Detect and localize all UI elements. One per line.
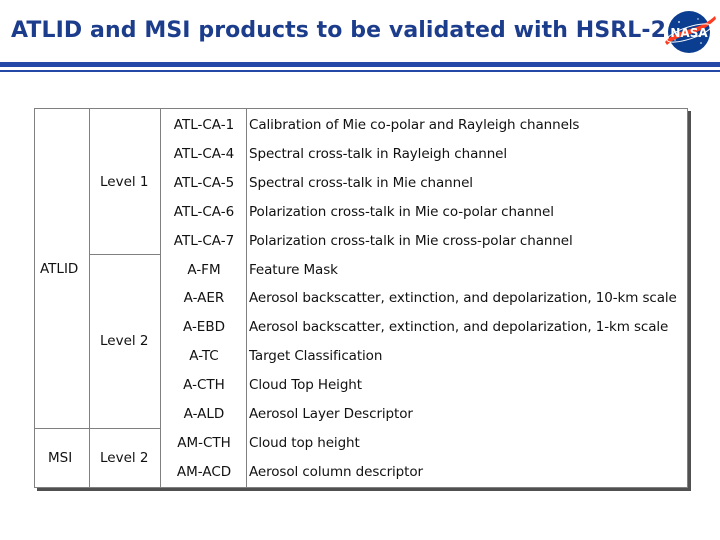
product-description: Polarization cross-talk in Mie co-polar channel — [249, 204, 554, 220]
product-code: AM-CTH — [177, 435, 231, 451]
instrument-label: ATLID — [40, 261, 79, 277]
product-code: ATL-CA-6 — [173, 204, 235, 220]
title-rule-thick — [0, 62, 720, 67]
product-code: AM-ACD — [176, 464, 232, 480]
level-label: Level 2 — [100, 333, 149, 349]
svg-text:NASA: NASA — [670, 26, 708, 40]
title-rule-thin — [0, 70, 720, 72]
product-description: Spectral cross-talk in Mie channel — [249, 175, 473, 191]
product-description: Aerosol column descriptor — [249, 464, 423, 480]
product-description: Spectral cross-talk in Rayleigh channel — [249, 146, 508, 162]
product-description: Feature Mask — [249, 262, 338, 278]
product-code: A-CTH — [183, 377, 225, 393]
product-description: Aerosol backscatter, extinction, and depolarization, 10-km scale — [249, 290, 677, 306]
product-code: ATL-CA-1 — [173, 117, 235, 133]
product-description: Polarization cross-talk in Mie cross-polar channel — [249, 233, 573, 249]
grid-line — [89, 254, 161, 255]
product-description: Cloud top height — [249, 435, 360, 451]
product-description: Aerosol Layer Descriptor — [249, 406, 413, 422]
product-code: A-TC — [189, 348, 219, 364]
product-code: ATL-CA-5 — [173, 175, 235, 191]
product-code: A-FM — [187, 262, 221, 278]
slide-title: ATLID and MSI products to be validated with HSRL-2 — [11, 18, 667, 43]
level-label: Level 1 — [100, 174, 149, 190]
product-code: A-AER — [183, 290, 225, 306]
product-description: Aerosol backscatter, extinction, and depolarization, 1-km scale — [249, 319, 669, 335]
product-description: Cloud Top Height — [249, 377, 362, 393]
product-description: Calibration of Mie co-polar and Rayleigh channels — [249, 117, 580, 133]
grid-line — [89, 428, 161, 429]
product-code: A-EBD — [183, 319, 225, 335]
product-code: ATL-CA-7 — [173, 233, 235, 249]
nasa-logo — [661, 8, 717, 56]
product-code: ATL-CA-4 — [173, 146, 235, 162]
grid-line — [89, 108, 90, 488]
level-label: Level 2 — [100, 450, 149, 466]
product-code: A-ALD — [183, 406, 225, 422]
grid-line — [34, 428, 90, 429]
instrument-label: MSI — [48, 450, 73, 466]
product-description: Target Classification — [249, 348, 383, 364]
